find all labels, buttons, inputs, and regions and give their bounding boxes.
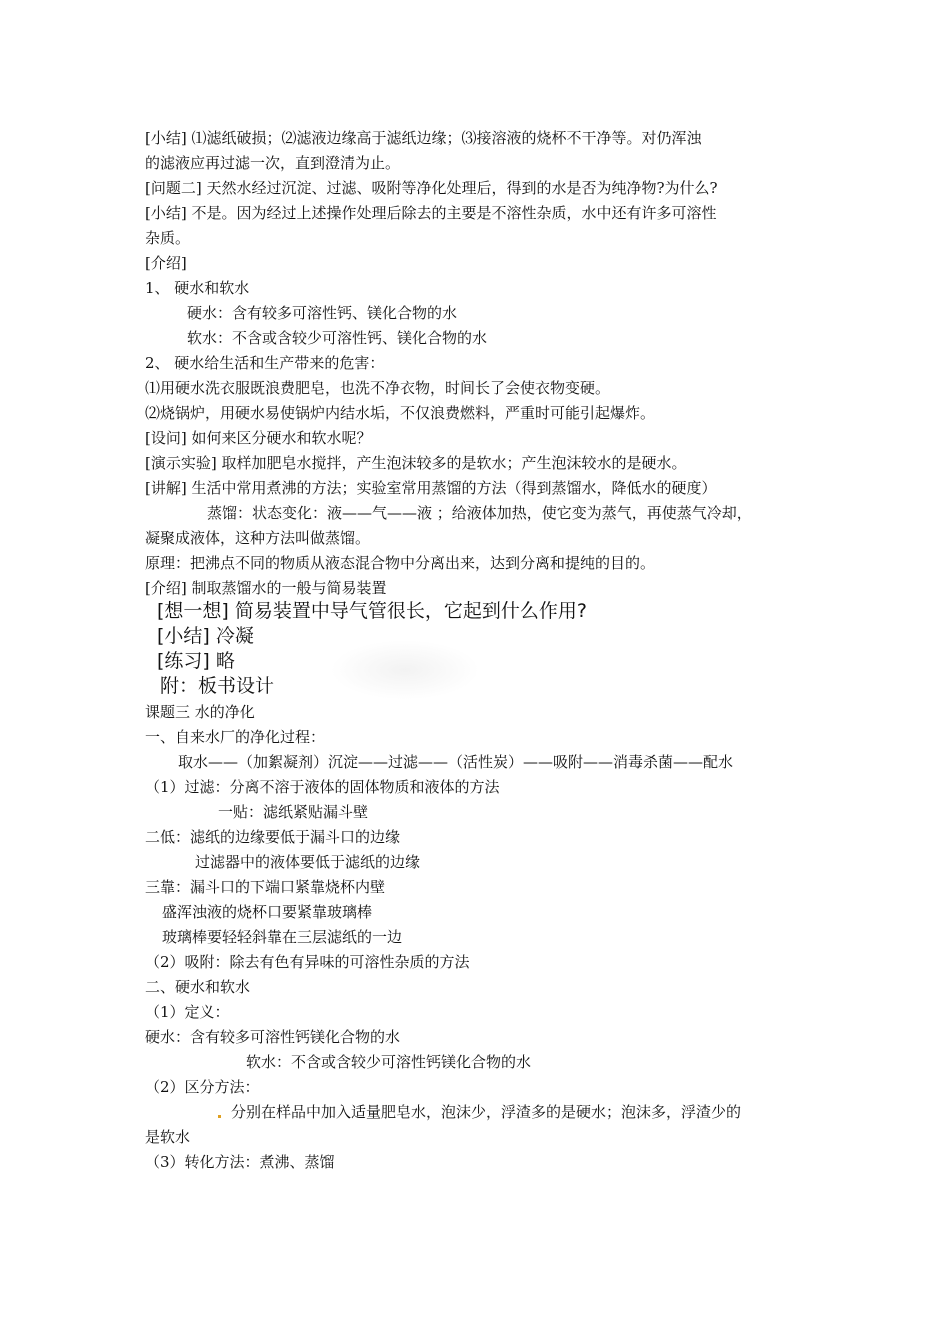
filtration-three-lean-b: 盛浑浊液的烧杯口要紧靠玻璃棒 [162, 903, 373, 921]
summary-not-pure-line1: [小结] 不是。因为经过上述操作处理后除去的主要是不溶性杂质，水中还有许多可溶性 [145, 204, 717, 222]
adsorption-definition: （2）吸附：除去有色有异味的可溶性杂质的方法 [145, 953, 470, 971]
exercise-omitted: [练习] 略 [157, 650, 235, 672]
filtration-definition: （1）过滤：分离不溶于液体的固体物质和液体的方法 [145, 778, 500, 796]
scan-smudge [330, 640, 480, 700]
introduce-label: [介绍] [145, 254, 187, 272]
distinguish-method-label: （2）区分方法： [145, 1078, 260, 1096]
hard-water-definition: 硬水：含有较多可溶性钙、镁化合物的水 [187, 304, 458, 322]
harm-laundry: ⑴用硬水洗衣服既浪费肥皂，也洗不净衣物，时间长了会使衣物变硬。 [145, 379, 611, 397]
conversion-method: （3）转化方法：煮沸、蒸馏 [145, 1153, 335, 1171]
filtration-two-low: 二低：滤纸的边缘要低于漏斗口的边缘 [145, 828, 401, 846]
orange-mark [218, 1098, 221, 1118]
question-distinguish: [设问] 如何来区分硬水和软水呢？ [145, 429, 372, 447]
distinguish-method-line2: 是软水 [145, 1128, 191, 1146]
waterworks-process: 取水——（加絮凝剂）沉淀——过滤——（活性炭）——吸附——消毒杀菌——配水 [178, 753, 734, 771]
section-hard-soft-water-2: 二、硬水和软水 [145, 978, 251, 996]
section-hard-water-harm: 2、 硬水给生活和生产带来的危害： [145, 354, 385, 372]
distillation-line2: 凝聚成液体，这种方法叫做蒸馏。 [145, 529, 371, 547]
harm-boiler: ⑵烧锅炉，用硬水易使锅炉内结水垢，不仅浪费燃料，严重时可能引起爆炸。 [145, 404, 656, 422]
filtration-three-lean: 三靠：漏斗口的下端口紧靠烧杯内壁 [145, 878, 386, 896]
lesson-title: 课题三 水的净化 [145, 703, 255, 721]
section-hard-soft-water: 1、 硬水和软水 [145, 279, 250, 297]
question-two: [问题二] 天然水经过沉淀、过滤、吸附等净化处理后，得到的水是否为纯净物?为什么? [145, 179, 718, 197]
filtration-one-stick: 一贴：滤纸紧贴漏斗壁 [218, 803, 369, 821]
distinguish-method-line1: 分别在样品中加入适量肥皂水，泡沫少，浮渣多的是硬水；泡沫多，浮渣少的 [231, 1103, 742, 1121]
filtration-two-low-b: 过滤器中的液体要低于滤纸的边缘 [195, 853, 421, 871]
section-waterworks: 一、自来水厂的净化过程： [145, 728, 326, 746]
definition-label: （1）定义： [145, 1003, 230, 1021]
introduce-apparatus: [介绍] 制取蒸馏水的一般与简易装置 [145, 579, 387, 597]
explanation-methods: [讲解] 生活中常用煮沸的方法；实验室常用蒸馏的方法（得到蒸馏水，降低水的硬度） [145, 479, 717, 497]
summary-condense: [小结] 冷凝 [157, 625, 254, 647]
soft-water-definition: 软水：不含或含较少可溶性钙、镁化合物的水 [187, 329, 488, 347]
filtration-three-lean-c: 玻璃棒要轻轻斜靠在三层滤纸的一边 [162, 928, 403, 946]
summary-filter-failure-line1: [小结] ⑴滤纸破损；⑵滤液边缘高于滤纸边缘；⑶接溶液的烧杯不干净等。对仍浑浊 [145, 129, 702, 147]
summary-not-pure-line2: 杂质。 [145, 229, 191, 247]
demo-experiment: [演示实验] 取样加肥皂水搅拌，产生泡沫较多的是软水；产生泡沫较水的是硬水。 [145, 454, 687, 472]
distillation-line1: 蒸馏：状态变化：液——气——液 ；给液体加热，使它变为蒸气，再使蒸气冷却， [207, 504, 752, 522]
hard-water-definition-2: 硬水：含有较多可溶性钙镁化合物的水 [145, 1028, 401, 1046]
summary-filter-failure-line2: 的滤液应再过滤一次，直到澄清为止。 [145, 154, 401, 172]
soft-water-definition-2: 软水：不含或含较少可溶性钙镁化合物的水 [246, 1053, 532, 1071]
board-design-heading: 附：板书设计 [160, 675, 275, 697]
think-question: [想一想] 简易装置中导气管很长，它起到什么作用? [157, 600, 587, 622]
distillation-principle: 原理：把沸点不同的物质从液态混合物中分离出来，达到分离和提纯的目的。 [145, 554, 656, 572]
